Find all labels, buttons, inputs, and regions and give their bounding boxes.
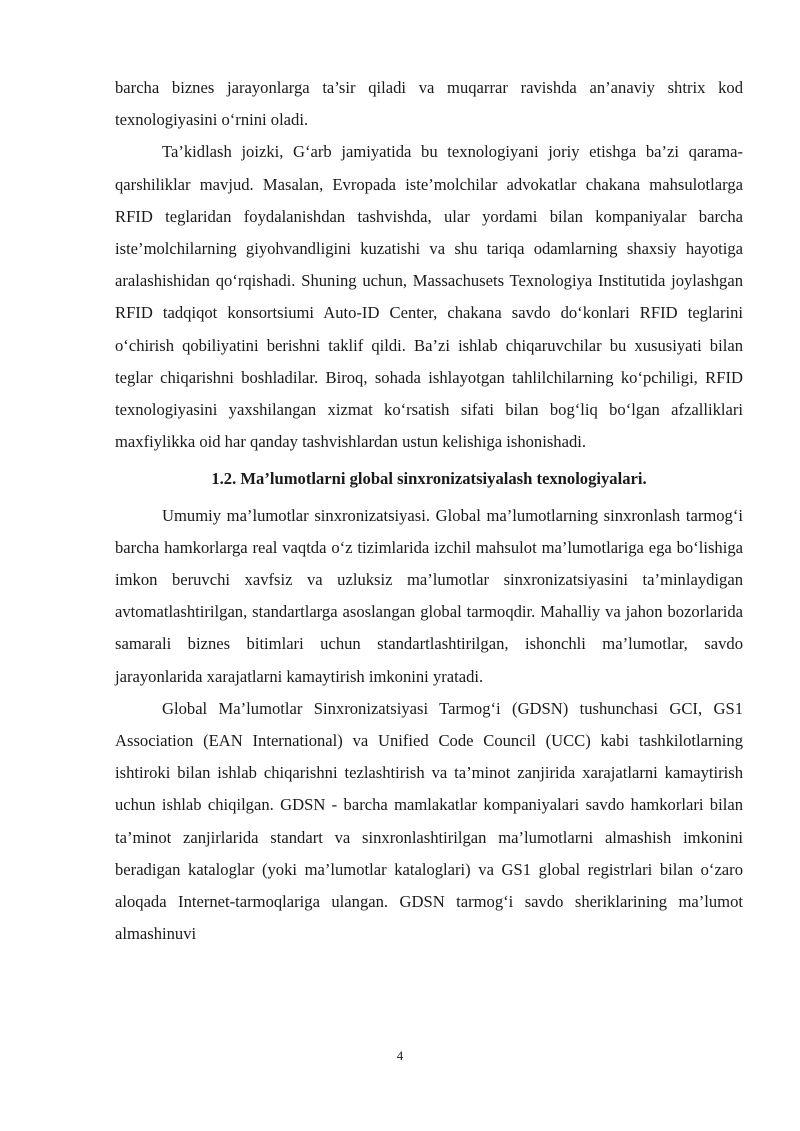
- paragraph-continuation: barcha biznes jarayonlarga ta’sir qiladi va muqarrar ravishda an’anaviy shtrix kod texnologiyasini o‘rnini oladi.: [115, 78, 743, 130]
- paragraph-gdsn: Global Ma’lumotlar Sinxronizatsiyasi Tarmog‘i (GDSN) tushunchasi GCI, GS1 Association (EAN International) va Unified Code Council (UCC) kabi tashkilotlarning ishtiroki bilan ishlab chiqarishni tezlashtirish va ta’minot zanjirida xarajatlarni kamaytirish uchun ishlab chiqilgan. GDSN - barcha mamlakatlar kompaniyalari savdo hamkorlari bilan ta’minot zanjirlarida standart va sinxronlashtirilgan ma’lumotlarni almashish imkonini beradigan kataloglar (yoki ma’lumotlar kataloglari) va GS1 global registrlari bilan o‘zaro aloqada Internet-tarmoqlariga ulangan. GDSN tarmog‘i savdo sheriklarining ma’lumot almashinuvi: [115, 698, 743, 944]
- paragraph-data-sync: Umumiy ma’lumotlar sinxronizatsiyasi. Global ma’lumotlarning sinxronlash tarmog‘i barcha hamkorlarga real vaqtda o‘z tizimlarida izchil mahsulot ma’lumotlariga ega bo‘lishiga imkon beruvchi xavfsiz va uzluksiz ma’lumotlar sinxronizatsiyasini ta’minlaydigan avtomatlashtirilgan, standartlarga asoslangan global tarmoqdir. Mahalliy va jahon bozorlarida samarali biznes bitimlari uchun standartlashtirilgan, ishonchli ma’lumotlar, savdo jarayonlarida xarajatlarni kamaytirish imkonini yratadi.: [115, 505, 743, 686]
- page-number: 4: [396, 1048, 404, 1063]
- document-page: [115, 72, 743, 950]
- paragraph-rfid-privacy: Ta’kidlash joizki, G‘arb jamiyatida bu texnologiyani joriy etishga ba’zi qarama-qarshiliklar mavjud. Masalan, Evropada iste’molchilar advokatlar chakana mahsulotlarga RFID teglaridan foydalanishdan tashvishda, ular yordami bilan kompaniyalar barcha iste’molchilarning giyohvandligini kuzatishi va shu tariqa odamlarning shaxsiy hayotiga aralashishidan qo‘rqishadi. Shuning uchun, Massachusets Texnologiya Institutida joylashgan RFID tadqiqot konsortsiumi Auto-ID Center, chakana savdo do‘konlari RFID teglarini o‘chirish qobiliyatini berishni taklif qildi. Ba’zi ishlab chiqaruvchilar bu xususiyati bilan teglar chiqarishni boshladilar. Biroq, sohada ishlayotgan tahlilchilarning ko‘pchiligi, RFID texnologiyasini yaxshilangan xizmat ko‘rsatish sifati bilan bog‘liq bo‘lgan afzalliklari maxfiylikka oid har qanday tashvishlardan ustun kelishiga ishonishadi.: [115, 142, 743, 452]
- section-heading: 1.2. Ma’lumotlarni global sinxronizatsiyalash texnologiyalari.: [211, 469, 647, 489]
